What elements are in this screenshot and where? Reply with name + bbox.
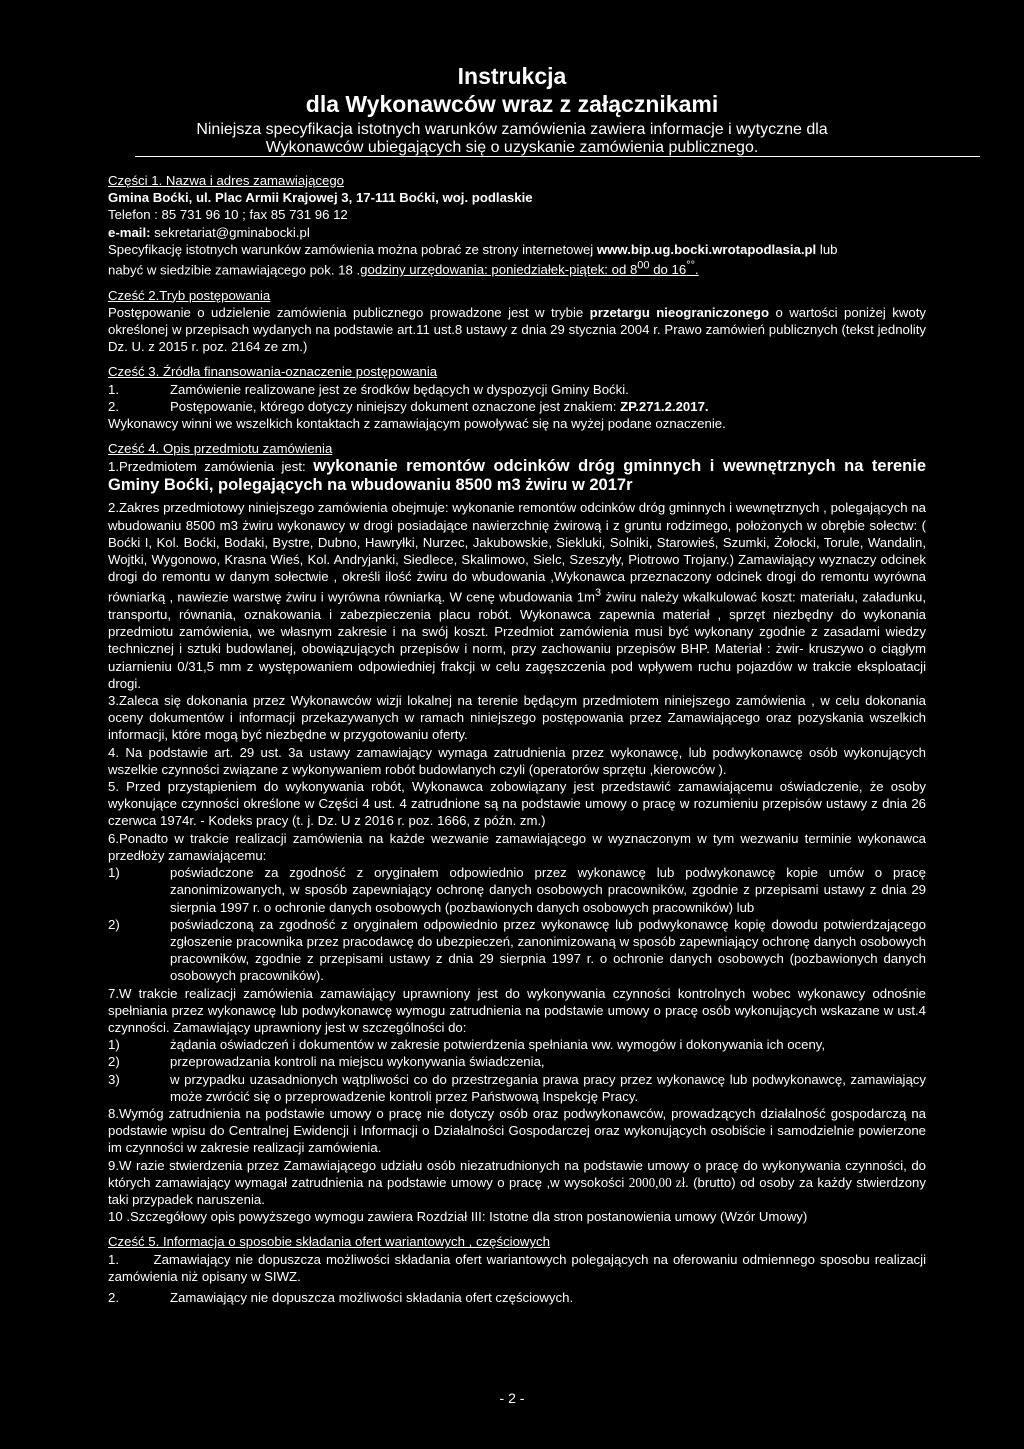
document-subtitle: dla Wykonawców wraz z załącznikami bbox=[305, 91, 719, 117]
intro-line-2 bbox=[0, 139, 1024, 157]
s4-p9 bbox=[108, 1157, 926, 1209]
section-5-heading: Cześć 5. Informacja o sposobie składania ofert wariantowych , częściowych bbox=[108, 1234, 550, 1250]
s3-note: Wykonawcy winni we wszelkich kontaktach z zamawiającym powoływać się na wyżej podane oznaczenie. bbox=[108, 416, 726, 432]
spec-download-line bbox=[108, 241, 926, 258]
s4-p1 bbox=[108, 457, 926, 495]
s3-item-1 bbox=[108, 381, 926, 398]
email-address: sekretariat@gminabocki.pl bbox=[150, 224, 310, 240]
title-block bbox=[0, 62, 1024, 157]
s4-p2 bbox=[108, 499, 926, 692]
item-number: 1) bbox=[108, 1037, 120, 1053]
s5-item-2 bbox=[108, 1289, 926, 1306]
hours-end: . bbox=[695, 262, 699, 278]
intro-line-2-text: Wykonawców ubiegających się o uzyskanie zamówienia publicznego. bbox=[265, 139, 759, 156]
item-number: 1) bbox=[108, 865, 120, 881]
s4-p1-subject: wykonanie remontów odcinków dróg gminnych i wewnętrznych na terenie Gminy Boćki, polegających na wbudowaniu 8500 m3 żwiru w 2017r bbox=[108, 457, 927, 495]
s4-p6: 6.Ponadto w trakcie realizacji zamówienia na każde wezwanie zamawiającego w wyznaczonym w tym wezwaniu terminie wykonawca przedłoży zamawiającemu: bbox=[108, 830, 926, 863]
spec-text: Specyfikację istotnych warunków zamówienia można pobrać ze strony internetowej bbox=[108, 241, 597, 257]
address: Gmina Boćki, ul. Plac Armii Krajowej 3, 17-111 Boćki, woj. podlaskie bbox=[108, 190, 533, 206]
s2-post: o wartości poniżej kwoty określonej w przepisach wydanych na podstawie art.11 ust.8 ustawy z dnia 29 stycznia 2004 r. Prawo zamówień publicznych (tekst jednolity Dz. U. z 2015 r. poz. 2164 ze zm.) bbox=[108, 304, 926, 355]
s4-p10: 10 .Szczegółowy opis powyższego wymogu zawiera Rozdział III: Istotne dla stron postanowienia umowy (Wzór Umowy) bbox=[108, 1209, 808, 1225]
s4-p6-item-1 bbox=[108, 864, 926, 916]
document-body bbox=[108, 172, 926, 1306]
s2-bold: przetargu nieograniczonego bbox=[589, 304, 770, 320]
s4-p7: 7.W trakcie realizacji zamówienia zamawiający uprawniony jest do wykonywania czynności kontrolnych wobec wykonawcy odnośnie spełniania przez wykonawcę lub podwykonawcę wymogu zatrudnienia na podstawie umowy o pracę osób wykonujących wskazane w ust.4 czynności. Zamawiający uprawniony jest w szczególności do: bbox=[108, 985, 926, 1035]
s4-p4: 4. Na podstawie art. 29 ust. 3a ustawy zamawiający wymaga zatrudnienia przez wykonawcę, lub podwykonawcę osób wykonujących wszelkie czynności związane z wykonywaniem robót budowlanych czyli (operatorów sprzętu ,kierowców ). bbox=[108, 744, 926, 777]
item-text: Zamawiający nie dopuszcza możliwości składania ofert wariantowych polegających na oferowaniu odmiennego sposobu realizacji zamówienia niż opisany w SIWZ. bbox=[108, 1251, 927, 1284]
item-number: 2) bbox=[108, 1054, 120, 1070]
item-number: 3) bbox=[108, 1071, 120, 1087]
item-text: poświadczoną za zgodność z oryginałem odpowiednio przez wykonawcę lub podwykonawcę kopię dowodu potwierdzającego zgłoszenie pracownika przez pracodawcę do ubezpieczeń, zanonimizowaną w sposób zapewniający ochronę danych osobowych pracowników, zgodnie z przepisami ustawy z dnia 29 sierpnia 1997 r. o ochronie danych osobowych (pozbawionych danych osobowych pracowników). bbox=[170, 916, 926, 984]
s4-p2-a: 2.Zakres przedmiotowy niniejszego zamówienia obejmuje: wykonanie remontów odcinków dróg gminnych i wewnętrznych , polegających na wbudowaniu 8500 m3 żwiru wykonawcy w drogi posiadające nawierzchnię żwirową i z gruntu rodzimego, położonych w obrębie sołectw: ( Boćki I, Kol. Boćki, Bodaki, Bystre, Dubno, Hawryłki, Nurzec, Jakubowskie, Siekluki, Solniki, Starowieś, Szumki, Żołocki, Torule, Wandalin, Wojtki, Wygonowo, Krasna Wieś, Kol. Andryjanki, Siedlece, Skalimowo, Sielc, Szeszyły, Piotrowo Trojany.) Zamawiający wyznaczy odcinek drogi do remontu w danym sołectwie , określi ilość żwiru do wbudowania ,Wykonawca przeznaczony odcinek drogi do remontu wyrówna równiarką , nawiezie warstwę żwiru i wyrówna równiarką. W cenę wbudowania 1m bbox=[108, 500, 926, 605]
item-text: przeprowadzania kontroli na miejscu wykonywania świadczenia, bbox=[170, 1054, 545, 1070]
s4-p2-b: żwiru należy wkalkulować koszt: materiału, załadunku, transportu, równania, oznakowania i zabezpieczenia placu robót. Wykonawca zapewnia materiał , sprzęt niezbędny do wykonania przedmiotu zamówienia, we własnym zakresie i na swój koszt. Przedmiot zamówienia musi być wykonany zgodnie z zasadami wiedzy technicznej i sztuki budowlanej, obowiązujących przepisów i norm, przy zachowaniu przepisów BHP. Materiał : żwir- kruszywo o ciągłym uziarnieniu 0/31,5 mm z występowaniem odpowiedniej frakcji w celu zagęszczenia pod wpływem ruchu pojazdów w trakcie eksploatacji drogi. bbox=[108, 589, 926, 691]
section-2-heading: Cześć 2.Tryb postępowania bbox=[108, 287, 271, 303]
s2-pre: Postępowanie o udzielenie zamówienia publicznego prowadzone jest w trybie bbox=[108, 304, 590, 320]
hours-sup-2: °° bbox=[686, 260, 696, 273]
s5-item-1 bbox=[108, 1251, 926, 1285]
email-line bbox=[108, 224, 926, 241]
item-text: Zamawiający nie dopuszcza możliwości składania ofert częściowych. bbox=[170, 1289, 574, 1305]
s4-p9-pre: 9.W razie stwierdzenia przez Zamawiającego udziału osób niezatrudnionych na podstawie umowy o pracę do wykonywania czynności, do których zamawiający wymagał zatrudnienia na podstawie umowy o pracę ,w wysokości bbox=[108, 1157, 926, 1190]
s4-p9-post: (brutto) od osoby za każdy stwierdzony taki przypadek naruszenia. bbox=[108, 1174, 926, 1207]
page-number: - 2 - bbox=[499, 1390, 525, 1406]
item-number: 2. bbox=[108, 398, 119, 414]
hours-pre: nabyć w siedzibie zamawiającego pok. 18 . bbox=[108, 262, 361, 278]
s4-p6-item-2 bbox=[108, 916, 926, 985]
phone-fax: Telefon : 85 731 96 10 ; fax 85 731 96 12 bbox=[108, 207, 348, 223]
item-number: 2) bbox=[108, 916, 120, 932]
s3-item-2 bbox=[108, 398, 926, 415]
hours-mid: do 16 bbox=[649, 262, 687, 278]
s4-p8: 8.Wymóg zatrudnienia na podstawie umowy o pracę nie dotyczy osób oraz podwykonawców, prowadzących działalność gospodarczą na podstawie wpisu do Centralnej Ewidencji i Informacji o Działalności Gospodarczej oraz wykonujących osobiście i samodzielnie powierzone im czynności w zakresie realizacji zamówienia. bbox=[108, 1105, 926, 1156]
spec-tail: lub bbox=[816, 241, 838, 257]
section-3-heading: Cześć 3. Źródła finansowania-oznaczenie postępowania bbox=[108, 364, 438, 380]
office-hours-line bbox=[108, 258, 926, 279]
item-text bbox=[170, 398, 926, 415]
item-text: Zamówienie realizowane jest ze środków będących w dyspozycji Gminy Boćki. bbox=[170, 381, 629, 397]
item-text: poświadczone za zgodność z oryginałem odpowiednio przez wykonawcę lub podwykonawcę kopie umów o pracę zanonimizowanych, w sposób zapewniający ochronę danych osobowych pracowników, zgodnie z przepisami ustawy z dnia 29 sierpnia 1997 r. o ochronie danych osobowych (pozbawionych danych osobowych pracowników) lub bbox=[170, 865, 926, 915]
spec-url-link[interactable]: www.bip.ug.bocki.wrotapodlasia.pl bbox=[596, 241, 817, 257]
section-2-paragraph bbox=[108, 304, 926, 356]
intro-line-1: Niniejsza specyfikacja istotnych warunków zamówienia zawiera informacje i wytyczne dla bbox=[196, 121, 828, 138]
s4-p7-item-2 bbox=[108, 1053, 926, 1070]
penalty-amount: 2000,00 zł. bbox=[628, 1174, 689, 1190]
hours-text: godziny urzędowania: poniedziałek-piątek: od 8 bbox=[360, 262, 638, 278]
s4-p3: 3.Zaleca się dokonania przez Wykonawców wizji lokalnej na terenie będącym przedmiotem niniejszego zamówienia , w celu dokonania oceny dokumentów i informacji przekazywanych w ramach niniejszego postępowania przez Zamawiającego oraz pozyskania wszelkich informacji, które mogą być niezbędne w przygotowaniu oferty. bbox=[108, 693, 926, 743]
item-number: 1. bbox=[108, 381, 119, 397]
item-number: 1. bbox=[108, 1251, 119, 1267]
s4-p2-sup: 3 bbox=[595, 587, 602, 600]
s4-p7-item-3 bbox=[108, 1071, 926, 1105]
item-number: 2. bbox=[108, 1289, 119, 1305]
document-title: Instrukcja bbox=[457, 63, 567, 89]
s4-p5: 5. Przed przystąpieniem do wykonywania robót, Wykonawca zobowiązany jest przedstawić zamawiającemu oświadczenie, że osoby wykonujące czynności określone w Części 4 ust. 4 zatrudnione są na podstawie umowy o pracę w rozumieniu przepisów ustawy z dnia 26 czerwca 1974r. - Kodeks pracy (t. j. Dz. U z 2016 r. poz. 1666, z późn. zm.) bbox=[108, 779, 926, 829]
s3-i2-pre: Postępowanie, którego dotyczy niniejszy dokument oznaczone jest znakiem: bbox=[170, 398, 621, 414]
s4-p1-pre: 1.Przedmiotem zamówienia jest: bbox=[108, 459, 314, 475]
item-text: żądania oświadczeń i dokumentów w zakresie potwierdzenia spełniania ww. wymogów i dokonywania ich oceny, bbox=[170, 1037, 826, 1053]
office-hours bbox=[360, 262, 699, 277]
section-1-heading: Części 1. Nazwa i adres zamawiającego bbox=[108, 173, 345, 188]
section-4-heading: Cześć 4. Opis przedmiotu zamówienia bbox=[108, 441, 333, 457]
hours-sup-1: 00 bbox=[637, 260, 650, 273]
item-text: w przypadku uzasadnionych wątpliwości co do przestrzegania prawa pracy przez wykonawcę lub podwykonawcę, zamawiający może zwrócić się o przeprowadzenie kontroli przez Państwową Inspekcję Pracy. bbox=[170, 1071, 926, 1104]
separator-line bbox=[135, 156, 980, 157]
s4-p7-item-1 bbox=[108, 1036, 926, 1053]
case-code: ZP.271.2.2017. bbox=[620, 398, 709, 414]
email-label: e-mail: bbox=[108, 224, 151, 240]
